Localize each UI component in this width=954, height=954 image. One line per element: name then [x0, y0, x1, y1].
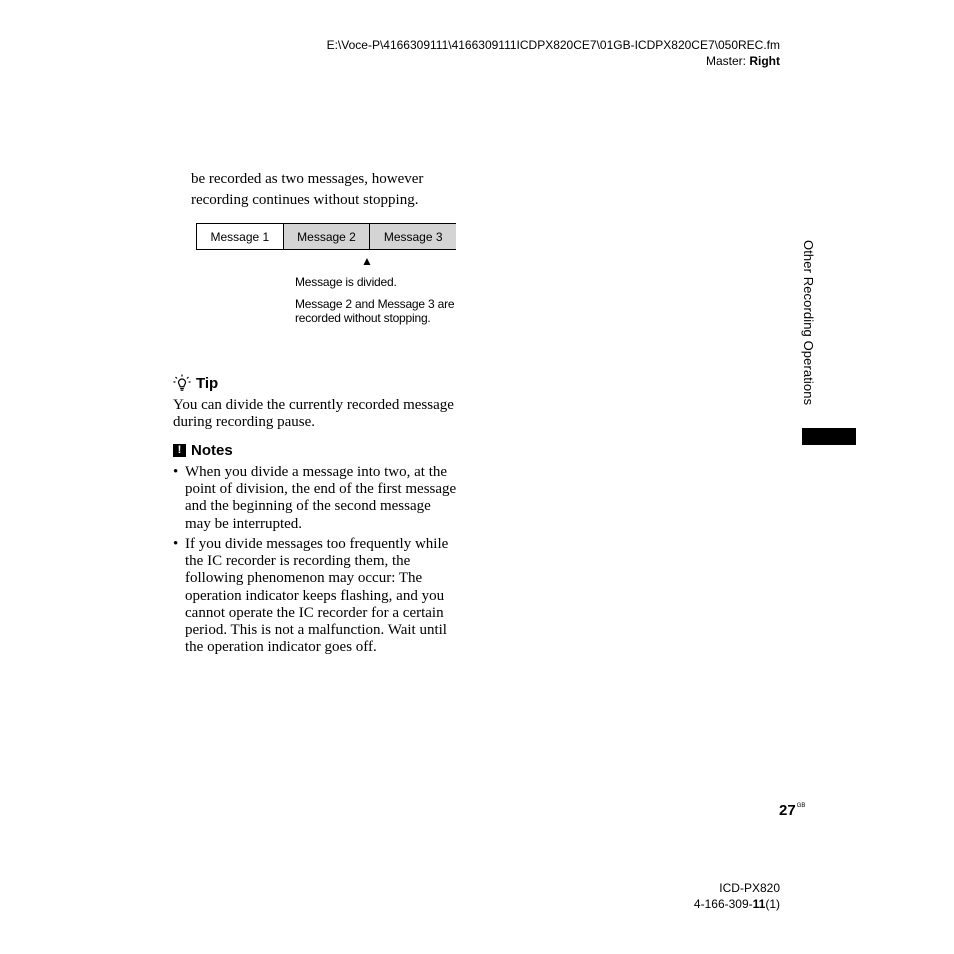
tip-body [173, 397, 463, 431]
page-number-suffix: GB [796, 803, 806, 809]
note-item-1 [173, 464, 463, 533]
message-diagram [196, 223, 456, 250]
division-arrow-icon: ▲ [361, 254, 373, 268]
note-1-line-1: When you divide a message into two, at the [185, 464, 448, 480]
note-2-line-1: If you divide messages too frequently while [185, 536, 449, 552]
model-number: ICD-PX820 [719, 881, 780, 895]
master-label: Master: [706, 54, 750, 68]
message-3-cell: Message 3 [370, 224, 456, 249]
note-2-line-6: period. This is not a malfunction. Wait until [185, 622, 447, 639]
notes-heading [173, 442, 233, 459]
note-2-line-5: cannot operate the IC recorder for a certain [185, 604, 444, 621]
document-footer [694, 880, 780, 912]
note-item-2 [173, 536, 463, 656]
document-header [327, 37, 780, 69]
tip-line-1: You can divide the currently recorded message [173, 397, 454, 413]
code-prefix: 4-166-309- [693, 897, 753, 911]
note-2-line-7: the operation indicator goes off. [185, 639, 377, 656]
tip-heading [173, 374, 218, 392]
file-path: E:\Voce-P\4166309111\4166309111ICDPX820CE7\01GB-ICDPX820CE7\050REC.fm [326, 38, 780, 52]
page-number [779, 802, 805, 819]
intro-line-2: recording continues without stopping. [191, 192, 419, 208]
note-1-line-4: may be interrupted. [185, 515, 303, 532]
message-1-cell: Message 1 [197, 224, 284, 249]
intro-line-1: be recorded as two messages, however [191, 171, 424, 187]
caption-divided: Message is divided. [295, 275, 397, 289]
code-bold: 11 [752, 897, 766, 911]
document-code [694, 896, 780, 912]
side-tab-label: Other Recording Operations [801, 240, 816, 406]
caption-continues [295, 297, 465, 325]
master-value: Right [749, 54, 780, 68]
bullet-icon: • [173, 464, 179, 480]
caption-continues-line-2: recorded without stopping. [295, 311, 431, 325]
note-1-line-3: and the beginning of the second message [185, 498, 431, 515]
note-2-line-2: the IC recorder is recording them, the [185, 553, 411, 570]
code-suffix: (1) [765, 897, 780, 911]
notes-heading-text: Notes [191, 442, 233, 459]
message-2-cell: Message 2 [284, 224, 371, 249]
tip-line-2: during recording pause. [173, 414, 316, 431]
intro-paragraph [191, 169, 461, 211]
note-1-line-2: point of division, the end of the first message [185, 481, 457, 498]
lightbulb-icon [173, 374, 191, 392]
caption-continues-line-1: Message 2 and Message 3 are [295, 297, 455, 311]
note-2-line-4: operation indicator keeps flashing, and you [185, 587, 445, 604]
tip-heading-text: Tip [196, 374, 219, 392]
page-number-value: 27 [779, 802, 796, 819]
bullet-icon: • [173, 536, 179, 552]
master-line [327, 53, 780, 69]
caution-icon: ! [173, 444, 186, 457]
note-2-line-3: following phenomenon may occur: The [185, 570, 423, 587]
side-tab-marker [802, 428, 856, 445]
